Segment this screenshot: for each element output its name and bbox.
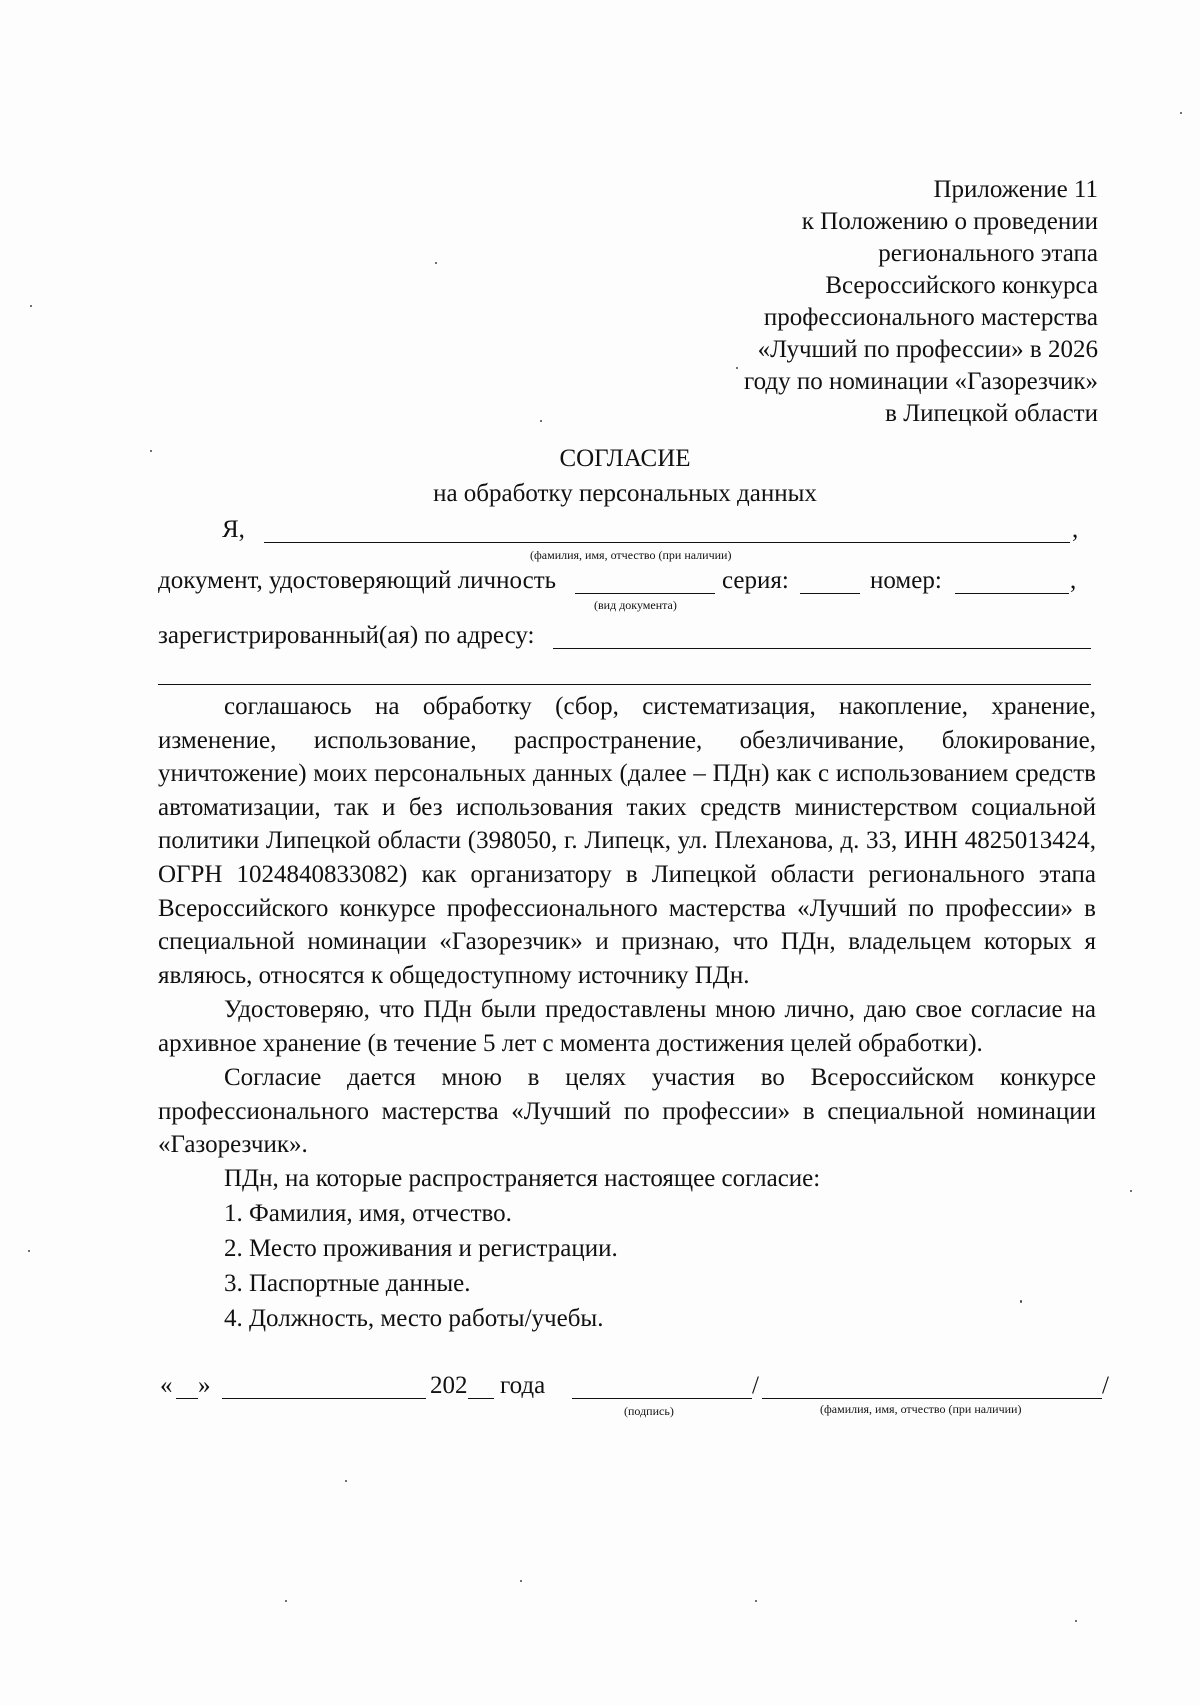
appendix-line: Приложение 11	[933, 176, 1098, 203]
scan-speck	[1180, 112, 1182, 114]
archive-paragraph: Удостоверяю, что ПДн были предоставлены мною лично, даю свое согласие на архивное хранение (в течение 5 лет с момента достижения целей обработки).	[158, 996, 1096, 1057]
list-intro: ПДн, на которые распространяется настоящее согласие:	[224, 1165, 821, 1192]
signature-fio-field-line[interactable]	[762, 1398, 1102, 1399]
appendix-line: регионального этапа	[878, 240, 1098, 267]
scan-speck	[30, 305, 32, 307]
appendix-line: профессионального мастерства	[763, 304, 1098, 331]
appendix-line: «Лучший по профессии» в 2026	[757, 336, 1098, 363]
scan-speck	[1075, 1620, 1077, 1622]
signature-slash: /	[752, 1372, 759, 1399]
scan-speck	[1130, 1190, 1132, 1192]
number-label: номер:	[870, 567, 942, 594]
document-subtitle: на обработку персональных данных	[433, 480, 817, 507]
year-prefix: 202	[430, 1372, 468, 1399]
scan-speck	[285, 1600, 287, 1602]
document-title: СОГЛАСИЕ	[559, 445, 691, 472]
number-field-line[interactable]	[955, 593, 1069, 594]
series-field-line[interactable]	[800, 593, 860, 594]
signature-fio-hint: (фамилия, имя, отчество (при наличии)	[820, 1402, 1022, 1416]
date-quote-open: «	[160, 1372, 173, 1399]
fio-field-line[interactable]	[264, 542, 1070, 543]
scan-speck	[150, 450, 152, 452]
scan-speck	[540, 420, 542, 422]
scan-speck	[435, 262, 437, 264]
doc-type-hint: (вид документа)	[594, 598, 677, 612]
year-suffix: года	[500, 1372, 546, 1399]
scan-speck	[736, 367, 738, 369]
doc-comma: ,	[1070, 567, 1077, 594]
signature-slash-end: /	[1102, 1372, 1109, 1399]
fio-comma: ,	[1072, 516, 1079, 543]
scan-speck	[345, 1480, 347, 1482]
address-field-line-2[interactable]	[158, 684, 1091, 685]
month-field-line[interactable]	[222, 1398, 426, 1399]
scan-speck	[755, 1600, 757, 1602]
year-field-line[interactable]	[468, 1398, 494, 1399]
list-item: 3. Паспортные данные.	[224, 1270, 471, 1297]
list-item: 2. Место проживания и регистрации.	[224, 1235, 618, 1262]
scan-speck	[1020, 1300, 1022, 1303]
appendix-line: к Положению о проведении	[801, 208, 1098, 235]
scan-speck	[28, 1250, 30, 1252]
consent-paragraph: соглашаюсь на обработку (сбор, систематизация, накопление, хранение, изменение, использование, распространение, обезличивание, блокирование, уничтожение) моих персональных данных (далее – ПДн) как с использованием средств автоматизации, так и без использования таких средств министерством социальной политики Липецкой области (398050, г. Липецк, ул. Плеханова, д. 33, ИНН 4825013424, ОГРН 1024840833082) как организатору в Липецкой области регионального этапа Всероссийского конкурсе профессионального мастерства «Лучший по профессии» в специальной номинации «Газорезчик» и признаю, что ПДн, владельцем которых я являюсь, относятся к общедоступному источнику ПДн.	[158, 693, 1096, 989]
doc-type-field-line[interactable]	[575, 593, 715, 594]
i-label: Я,	[222, 516, 245, 543]
scan-speck	[520, 1580, 522, 1582]
list-item: 4. Должность, место работы/учебы.	[224, 1305, 604, 1332]
appendix-line: Всероссийского конкурса	[825, 272, 1098, 299]
purpose-paragraph: Согласие дается мною в целях участия во Всероссийском конкурсе профессионального мастерства «Лучший по профессии» в специальной номинации «Газорезчик».	[158, 1064, 1096, 1159]
fio-hint: (фамилия, имя, отчество (при наличии)	[530, 548, 732, 562]
list-item: 1. Фамилия, имя, отчество.	[224, 1200, 512, 1227]
appendix-header	[744, 174, 1098, 430]
appendix-line: году по номинации «Газорезчик»	[743, 368, 1098, 395]
series-label: серия:	[722, 567, 789, 594]
signature-field-line[interactable]	[572, 1398, 752, 1399]
appendix-line: в Липецкой области	[885, 400, 1098, 427]
signature-hint: (подпись)	[624, 1404, 674, 1418]
address-label: зарегистрированный(ая) по адресу:	[158, 622, 535, 649]
doc-label: документ, удостоверяющий личность	[158, 567, 557, 594]
date-quote-close: »	[198, 1372, 211, 1399]
address-field-line[interactable]	[553, 648, 1091, 649]
day-field-line[interactable]	[176, 1398, 198, 1399]
